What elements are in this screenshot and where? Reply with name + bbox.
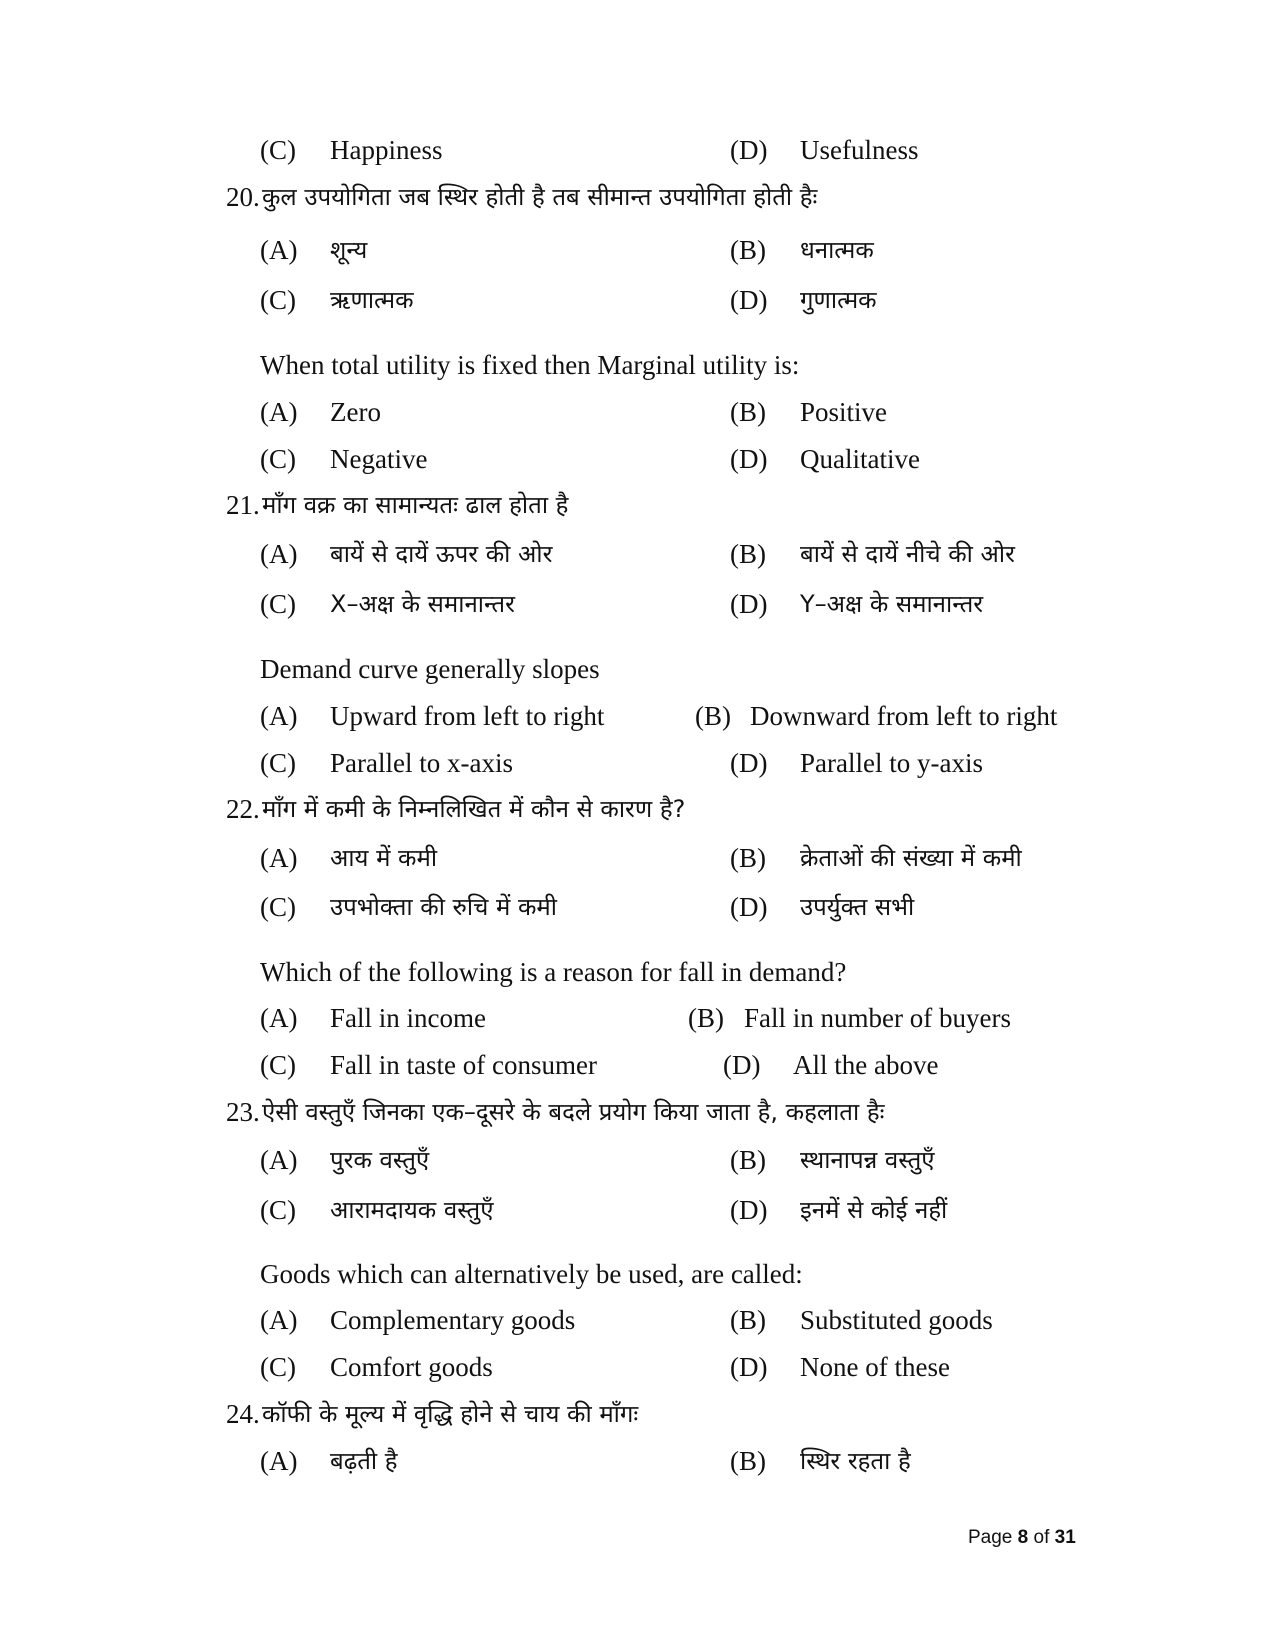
option-label: (C)	[260, 135, 296, 165]
option-text: धनात्मक	[800, 236, 874, 264]
question-hindi: ऐसी वस्तुएँ जिनका एक–दूसरे के बदले प्रयोग किया जाता है, कहलाता हैः	[262, 1098, 885, 1126]
option-text: आरामदायक वस्तुएँ	[330, 1196, 494, 1224]
option-label: (B)	[730, 1446, 766, 1476]
option-label: (D)	[730, 892, 768, 922]
option-text: Parallel to x-axis	[330, 748, 513, 778]
option-text: Happiness	[330, 135, 443, 165]
option-label: (C)	[260, 444, 296, 474]
footer-of: of	[1033, 1527, 1050, 1548]
option-label: (A)	[260, 1446, 298, 1476]
question-hindi: माँग में कमी के निम्नलिखित में कौन से कारण है?	[262, 795, 686, 823]
option-text: Upward from left to right	[330, 701, 605, 731]
option-text: बायें से दायें नीचे की ओर	[800, 540, 1015, 568]
question-english: When total utility is fixed then Marginal utility is:	[260, 350, 800, 380]
option-text: Usefulness	[800, 135, 919, 165]
option-label: (B)	[730, 843, 766, 873]
option-label: (B)	[688, 1003, 724, 1033]
option-text: All the above	[793, 1050, 939, 1080]
option-text: Substituted goods	[800, 1305, 993, 1335]
option-text: Fall in taste of consumer	[330, 1050, 597, 1080]
option-label: (B)	[695, 701, 731, 731]
option-text: Complementary goods	[330, 1305, 576, 1335]
option-text: Comfort goods	[330, 1352, 493, 1382]
option-label: (B)	[730, 235, 766, 265]
option-text: बढ़ती है	[330, 1447, 398, 1475]
option-label: (D)	[730, 589, 768, 619]
option-text: Parallel to y-axis	[800, 748, 983, 778]
question-hindi: माँग वक्र का सामान्यतः ढाल होता है	[262, 491, 569, 519]
option-text: इनमें से कोई नहीं	[800, 1196, 948, 1224]
option-text: Y–अक्ष के समानान्तर	[800, 590, 984, 618]
footer-current-page: 8	[1017, 1527, 1029, 1548]
option-text: Fall in income	[330, 1003, 486, 1033]
option-text: पुरक वस्तुएँ	[330, 1146, 430, 1174]
option-text: Qualitative	[800, 444, 920, 474]
option-text: ऋणात्मक	[330, 286, 414, 314]
option-text: Downward from left to right	[750, 701, 1058, 731]
option-label: (B)	[730, 539, 766, 569]
option-label: (D)	[730, 135, 768, 165]
question-number: 24.	[226, 1399, 260, 1429]
option-text: बायें से दायें ऊपर की ओर	[330, 540, 553, 568]
option-label: (C)	[260, 1195, 296, 1225]
option-label: (A)	[260, 397, 298, 427]
option-text: गुणात्मक	[800, 286, 877, 314]
question-hindi: कॉफी के मूल्य में वृद्धि होने से चाय की माँगः	[262, 1400, 639, 1428]
question-number: 21.	[226, 490, 260, 520]
option-text: Positive	[800, 397, 888, 427]
option-text: आय में कमी	[330, 844, 438, 872]
option-label: (B)	[730, 1305, 766, 1335]
question-number: 22.	[226, 794, 260, 824]
option-text: उपर्युक्त सभी	[800, 893, 915, 921]
option-text: Zero	[330, 397, 381, 427]
option-label: (C)	[260, 1352, 296, 1382]
option-label: (A)	[260, 1003, 298, 1033]
option-label: (D)	[723, 1050, 761, 1080]
option-label: (C)	[260, 285, 296, 315]
page-number-footer	[968, 1526, 1076, 1550]
option-label: (A)	[260, 1145, 298, 1175]
option-text: X–अक्ष के समानान्तर	[330, 590, 515, 618]
question-english: Demand curve generally slopes	[260, 654, 600, 684]
question-english: Goods which can alternatively be used, are called:	[260, 1259, 803, 1289]
question-number: 23.	[226, 1097, 260, 1127]
option-label: (D)	[730, 285, 768, 315]
option-label: (B)	[730, 1145, 766, 1175]
question-number: 20.	[226, 182, 260, 212]
option-label: (A)	[260, 1305, 298, 1335]
option-label: (D)	[730, 1195, 768, 1225]
option-text: स्थानापन्न वस्तुएँ	[800, 1146, 935, 1174]
option-text: उपभोक्ता की रुचि में कमी	[330, 893, 557, 921]
question-hindi: कुल उपयोगिता जब स्थिर होती है तब सीमान्त उपयोगिता होती हैः	[262, 183, 818, 211]
option-label: (D)	[730, 444, 768, 474]
footer-total-pages: 31	[1054, 1527, 1076, 1548]
option-label: (C)	[260, 1050, 296, 1080]
option-label: (A)	[260, 539, 298, 569]
option-text: Negative	[330, 444, 428, 474]
option-text: स्थिर रहता है	[800, 1447, 911, 1475]
option-text: क्रेताओं की संख्या में कमी	[800, 844, 1022, 872]
option-label: (A)	[260, 701, 298, 731]
footer-page-prefix: Page	[968, 1527, 1013, 1548]
option-label: (A)	[260, 843, 298, 873]
option-text: शून्य	[330, 236, 368, 264]
option-label: (B)	[730, 397, 766, 427]
option-label: (D)	[730, 1352, 768, 1382]
option-label: (C)	[260, 589, 296, 619]
question-english: Which of the following is a reason for fall in demand?	[260, 957, 847, 987]
option-label: (C)	[260, 892, 296, 922]
option-label: (A)	[260, 235, 298, 265]
option-label: (C)	[260, 748, 296, 778]
option-label: (D)	[730, 748, 768, 778]
option-text: None of these	[800, 1352, 950, 1382]
option-text: Fall in number of buyers	[744, 1003, 1011, 1033]
